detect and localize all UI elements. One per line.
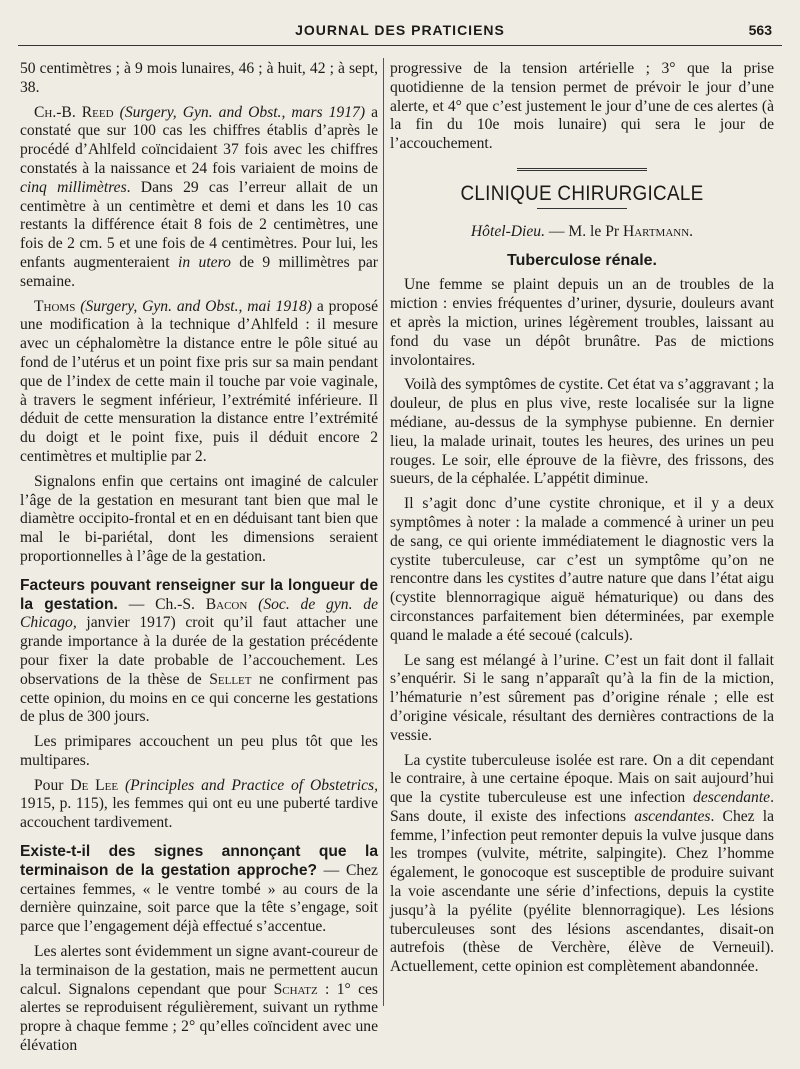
author-name: Bacon: [205, 595, 248, 613]
text: Les alertes sont évidemment un signe avant-coureur de la terminaison de la gestation, mais ne permettent aucun calcul. Signalons cependant que pour: [20, 943, 378, 998]
page-number: 563: [748, 22, 772, 38]
text: — Ch.-S.: [117, 595, 206, 613]
text: de 9 millimètres par semaine.: [20, 253, 378, 290]
text: a proposé une modification à la technique d’Ahlfeld : il mesure avec un céphalomètre la distance entre le pôle situé au fond de l’utérus et un point fixe pris sur sa main pendant que de l’index de cette main il touche par voie vaginale, à travers le segment inférieur, l’extrémité inférieure. Il déduit de cette mensuration la distance entre l’extrémité du doigt et le point fixe, puis il déduit encore 2 centimètres et multiplie par 2.: [20, 297, 378, 465]
paragraph: [20, 943, 378, 1056]
text: . Dans 29 cas l’erreur allait de un centimètre à un centimètre et demi et dans les 10 cas restants la différence était 8 fois de 2 centimètres, une fois de 2 cm. 5 et une fois de 4 centimètres. Pour lui, les enfants augmenteraient: [20, 178, 378, 271]
paragraph: Il s’agit donc d’une cystite chronique, et il y a deux symptômes à noter : la malade a commencé à uriner un peu de sang, ce qui oriente immédiatement le diagnostic vers la cystite tuberculeuse, car c’est un symptôme qu’on ne rencontre dans les cystites d’autre nature que dans l’état aigu (cystite blennorragique aiguë hématurique) ou dans des circonstances parfaitement bien déterminées, par exemple quand le malade a été secoué (calculs).: [390, 495, 774, 644]
author-name: Ch.-B. Reed: [34, 103, 114, 121]
right-column: [390, 60, 774, 983]
section-divider: [517, 168, 647, 171]
paragraph: progressive de la tension artérielle ; 3° que la prise quotidienne de la tension permet de prévoir le jour d’une alerte, et 4° que c’est justement le jour d’une de ces alertes (à la fin du 10e mois lunaire) qui sera le jour de l’accouchement.: [390, 60, 774, 153]
text: : 1° ces alertes se reproduisent régulièrement, suivant un rythme propre à chaque femme ; 2° qu’elles coïncident avec une élévation: [20, 980, 378, 1055]
paragraph: [20, 298, 378, 467]
hospital-name: Hôtel-Dieu.: [470, 222, 545, 240]
author-name: Schatz: [273, 980, 318, 998]
section-title: CLINIQUE CHIRURGICALE: [460, 181, 704, 205]
paragraph: Les primipares accouchent un peu plus tôt que les multipares.: [20, 733, 378, 769]
reference: (Principles and Practice of Obstetrics,: [118, 776, 378, 794]
author-name: Thoms: [34, 297, 76, 315]
emphasis: descendante: [693, 789, 771, 807]
paragraph: [20, 577, 378, 727]
text: — Chez certaines femmes, « le ventre tombé » au cours de la dernière quinzaine, soit parce que la tête s’engage, soit parce que l’engagement déjà effectué s’accentue.: [20, 861, 378, 936]
reference: (Soc. de gyn. de Chicago,: [20, 595, 378, 632]
professor-name: Hartmann.: [622, 222, 694, 240]
text: 1915, p. 115), les femmes qui ont eu une puberté tardive accouchent tardivement.: [20, 795, 378, 832]
column-divider: [383, 58, 384, 1006]
paragraph: Le sang est mélangé à l’urine. C’est un fait dont il fallait s’enquérir. Si le sang n’apparaît qu’à la fin de la miction, l’hématurie n’est sûrement pas d’origine rénale ; elle est d’origine vésicale, résultant des dernières contractions de la vessie.: [390, 651, 774, 744]
paragraph: [20, 777, 378, 833]
reference: (Surgery, Gyn. and Obst., mars 1917): [119, 103, 366, 121]
journal-title: JOURNAL DES PRATICIENS: [295, 22, 505, 38]
emphasis: ascendantes: [634, 807, 711, 825]
paragraph: Signalons enfin que certains ont imaginé de calculer l’âge de la gestation en mesurant tant bien que mal le diamètre occipito-frontal et en en déduisant tant bien que mal le bi-pariétal, dont les dimensions seraient proportionnelles à l’âge de la gestation.: [20, 472, 378, 565]
subheading: Facteurs pouvant renseigner sur la longueur de la gestation.: [20, 576, 378, 613]
text: janvier 1917) croit qu’il faut attacher une grande importance à la durée de la gestation précédente pour fixer la date probable de l’accouchement. Les observations de la thèse de: [20, 614, 378, 688]
subheading: Existe-t-il des signes annonçant que la terminaison de la gestation approche?: [20, 843, 378, 879]
text: — M. le Pr: [544, 222, 623, 240]
page-header: [20, 22, 780, 42]
emphasis: cinq millimètres: [20, 178, 127, 196]
paragraph: [20, 104, 378, 292]
text: ne confirment pas cette opinion, du moins en ce qui concerne les gestations de plus de 300 jours.: [20, 670, 378, 726]
header-rule: [18, 45, 782, 46]
text: Pour: [34, 776, 71, 794]
lecture-byline: [390, 223, 774, 242]
paragraph: [390, 752, 774, 978]
text: . Sans doute, il existe des infections: [390, 789, 774, 825]
text: . Chez la femme, l’infection peut remonter depuis la vulve jusque dans les trompes (vulvite, métrite, salpingite). Chez l’homme également, le gonocoque est susceptible de produire suivant la voie ascendante une série d’infections, depuis la cystite jusqu’à la pyélite (pyélite blennorragique). Les lésions tuberculeuses sont des lésions ascendantes, disait-on autrefois (thèse de Verchère, élève de Verneuil). Actuellement, cette opinion est complètement abandonnée.: [390, 807, 774, 976]
paragraph: 50 centimètres ; à 9 mois lunaires, 46 ; à huit, 42 ; à sept, 38.: [20, 60, 378, 96]
title-underline: [537, 208, 627, 209]
paragraph: Voilà des symptômes de cystite. Cet état va s’aggravant ; la douleur, de plus en plus vive, reste localisée sur la ligne médiane, au-dessus de la symphyse pubienne. En dernier lieu, la malade urinait, toutes les heures, des urines un peu rouges. Le soir, elle éprouve de la fièvre, des frissons, des sueurs, de la céphalée. L’appétit diminue.: [390, 376, 774, 488]
paragraph: [20, 843, 378, 937]
text: a constaté que sur 100 cas les chiffres établis d’après le procédé d’Ahlfeld coïncidaient 37 fois avec les chiffres constatés à la naissance et 24 fois variaient de moins de: [20, 103, 379, 177]
reference: (Surgery, Gyn. and Obst., mai 1918): [80, 297, 312, 315]
left-column: [20, 60, 378, 1062]
text: La cystite tuberculeuse isolée est rare. On a dit cependant le contraire, à une certaine époque. Mais on sait aujourd’hui que la cystite tuberculeuse est une infection: [390, 751, 774, 807]
author-name: De Lee: [70, 776, 119, 794]
topic-title: Tuberculose rénale.: [507, 251, 657, 269]
paragraph: Une femme se plaint depuis un an de troubles de la miction : envies fréquentes d’uriner, dysurie, douleurs avant et après la miction, urines légèrement troubles, laissant au fond du vase un dépôt brunâtre. Pas de mictions involontaires.: [390, 276, 774, 369]
author-name: Sellet: [209, 670, 252, 688]
emphasis: in utero: [177, 253, 231, 271]
